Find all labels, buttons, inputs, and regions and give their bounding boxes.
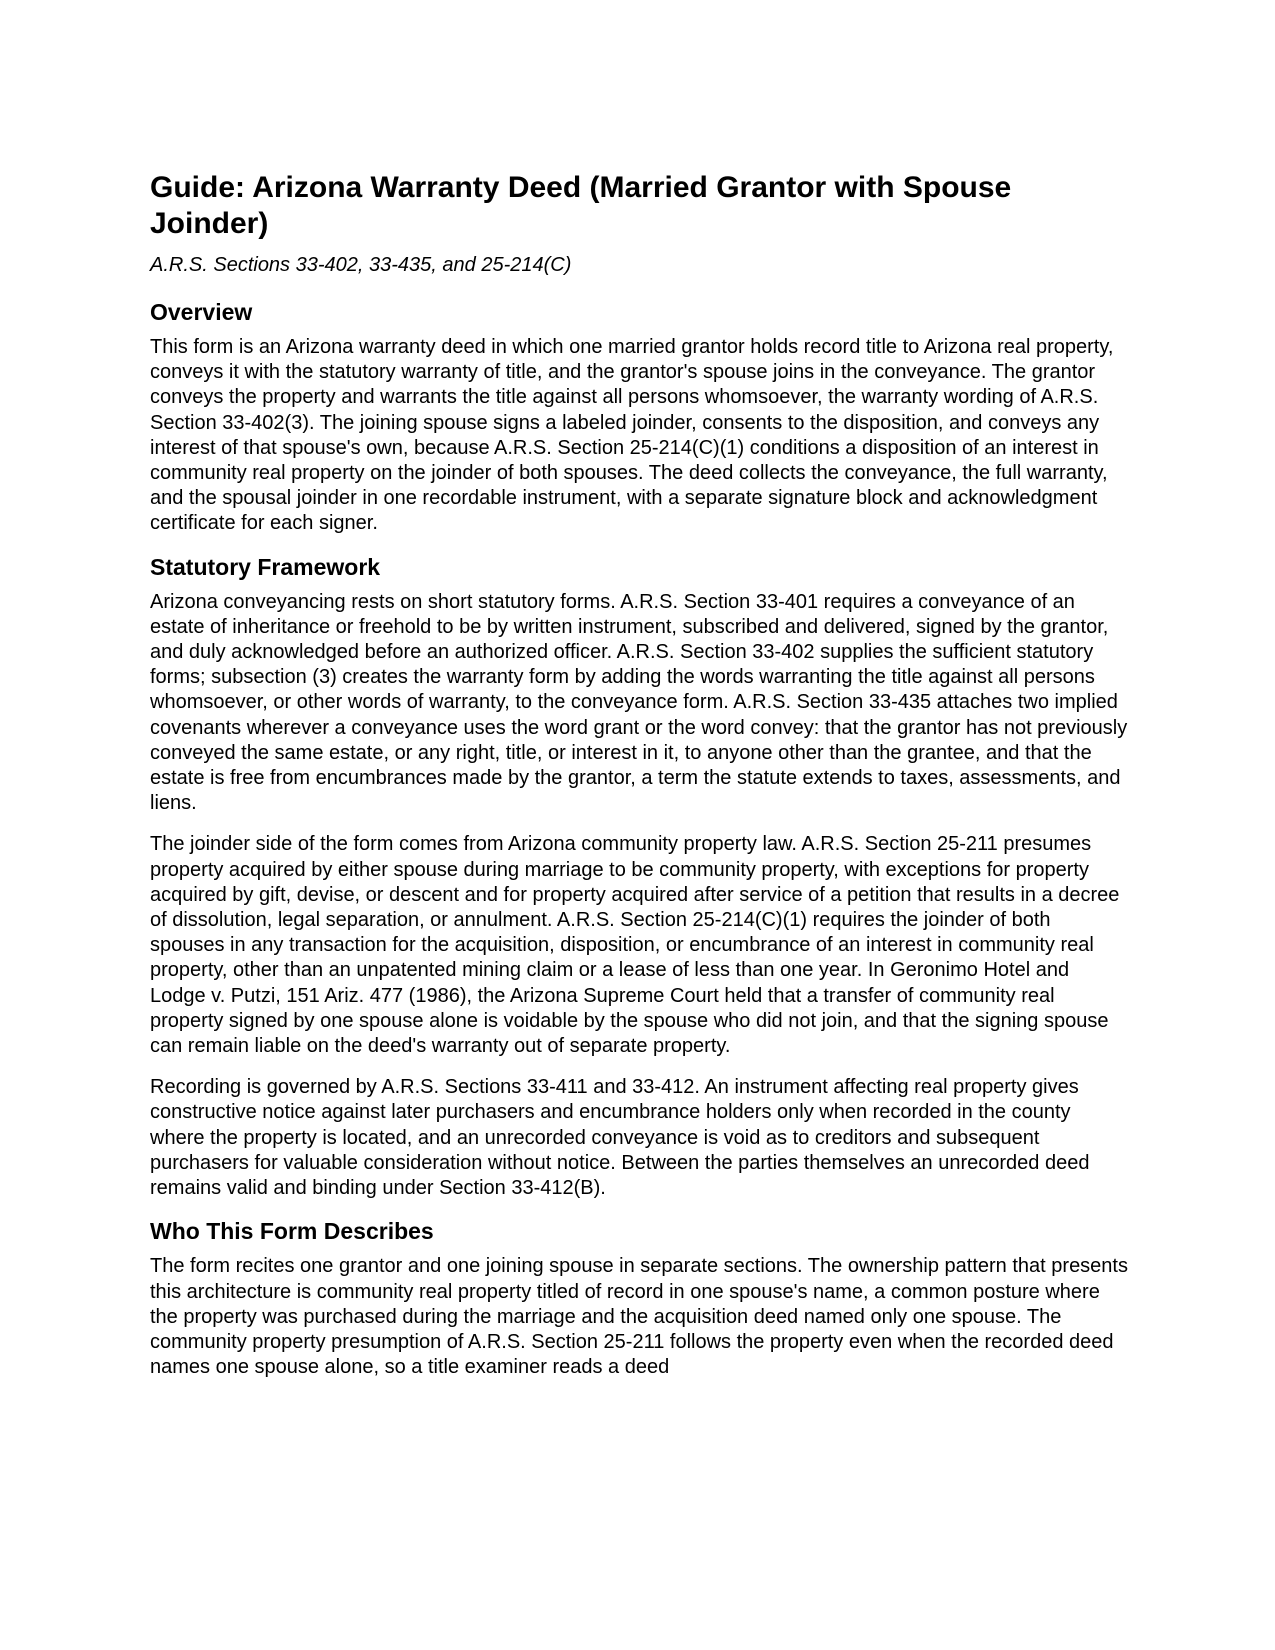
section-statutory-framework xyxy=(150,553,1130,1202)
body-paragraph: This form is an Arizona warranty deed in which one married grantor holds record title to Arizona real property, conveys it with the statutory warranty of title, and the grantor's spouse joins in the conveyance. The grantor conveys the property and warrants the title against all persons whomsoever, the warranty wording of A.R.S. Section 33-402(3). The joining spouse signs a labeled joinder, consents to the disposition, and conveys any interest of that spouse's own, because A.R.S. Section 25-214(C)(1) conditions a disposition of an interest in community real property on the joinder of both spouses. The deed collects the conveyance, the full warranty, and the spousal joinder in one recordable instrument, with a separate signature block and acknowledgment certificate for each signer. xyxy=(150,336,1114,535)
section-heading-statutory-framework: Statutory Framework xyxy=(150,553,381,580)
section-heading-who-this-form-describes: Who This Form Describes xyxy=(150,1218,434,1245)
body-paragraph: The joinder side of the form comes from Arizona community property law. A.R.S. Section 25-211 presumes property acquired by either spouse during marriage to be community property, with exceptions for property acquired by gift, devise, or descent and for property acquired after service of a petition that results in a decree of dissolution, legal separation, or annulment. A.R.S. Section 25-214(C)(1) requires the joinder of both spouses in any transaction for the acquisition, disposition, or encumbrance of an interest in community real property, other than an unpatented mining claim or a lease of less than one year. In Geronimo Hotel and Lodge v. Putzi, 151 Ariz. 477 (1986), the Arizona Supreme Court held that a transfer of community real property signed by one spouse alone is voidable by the spouse who did not join, and that the signing spouse can remain liable on the deed's warranty out of separate property. xyxy=(150,833,1120,1058)
section-heading-overview: Overview xyxy=(150,299,253,325)
body-paragraph: Recording is governed by A.R.S. Sections 33-411 and 33-412. An instrument affecting real property gives constructive notice against later purchasers and encumbrance holders only when recorded in the county where the property is located, and an unrecorded conveyance is void as to creditors and subsequent purchasers for valuable consideration without notice. Between the parties themselves an unrecorded deed remains valid and binding under Section 33-412(B). xyxy=(150,1076,1090,1200)
statute-citation-subtitle: A.R.S. Sections 33-402, 33-435, and 25-214(C) xyxy=(150,254,572,276)
document-page xyxy=(150,170,1130,1396)
section-overview xyxy=(150,298,1130,537)
section-who-this-form-describes xyxy=(150,1217,1130,1380)
document-title: Guide: Arizona Warranty Deed (Married Grantor with Spouse Joinder) xyxy=(150,171,1012,240)
body-paragraph: Arizona conveyancing rests on short statutory forms. A.R.S. Section 33-401 requires a conveyance of an estate of inheritance or freehold to be by written instrument, subscribed and delivered, signed by the grantor, and duly acknowledged before an authorized officer. A.R.S. Section 33-402 supplies the sufficient statutory forms; subsection (3) creates the warranty form by adding the words warranting the title against all persons whomsoever, or other words of warranty, to the conveyance form. A.R.S. Section 33-435 attaches two implied covenants wherever a conveyance uses the word grant or the word convey: that the grantor has not previously conveyed the same estate, or any right, title, or interest in it, to anyone other than the grantee, and that the estate is free from encumbrances made by the grantor, a term the statute extends to taxes, assessments, and liens. xyxy=(150,590,1128,815)
body-paragraph: The form recites one grantor and one joining spouse in separate sections. The ownership pattern that presents this architecture is community real property titled of record in one spouse's name, a common posture where the property was purchased during the marriage and the acquisition deed named only one spouse. The community property presumption of A.R.S. Section 25-211 follows the property even when the recorded deed names one spouse alone, so a title examiner reads a deed xyxy=(150,1255,1128,1379)
